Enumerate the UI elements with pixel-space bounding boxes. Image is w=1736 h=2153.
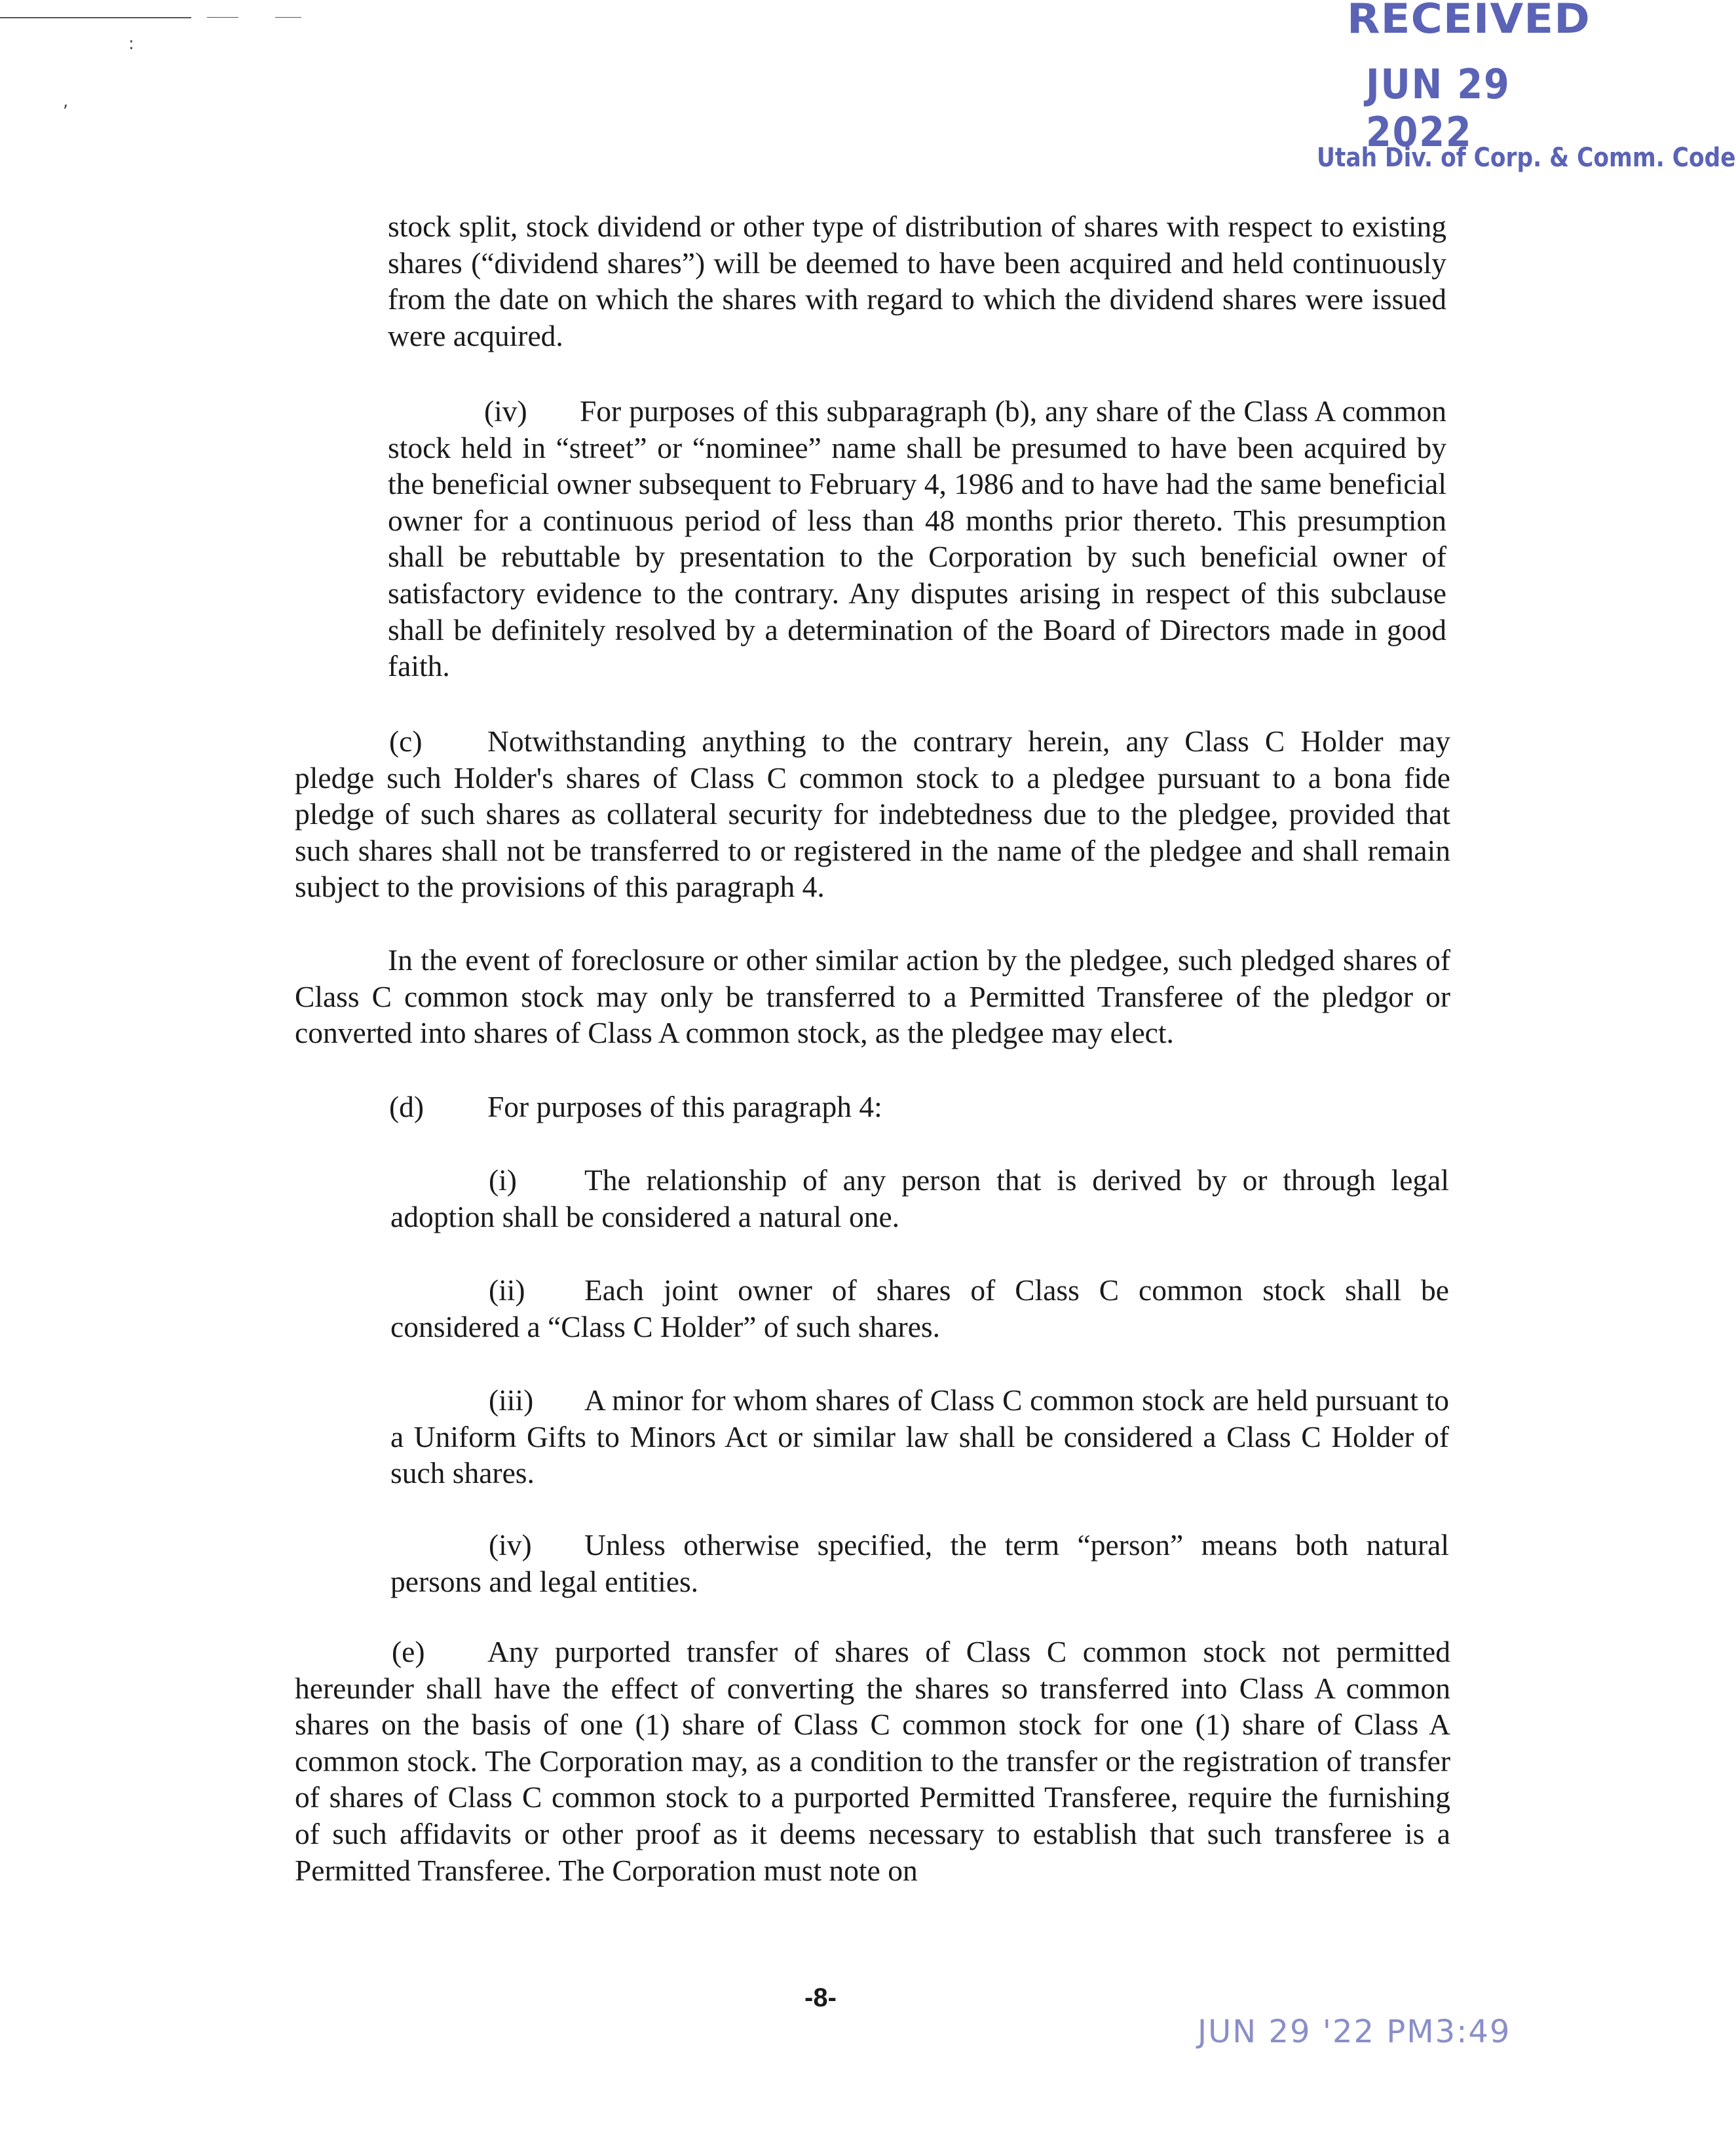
clause-label: (c) — [389, 724, 423, 758]
scan-artifact-dash — [275, 17, 301, 18]
scan-artifact-dot: : — [128, 34, 134, 54]
paragraph-continuation — [388, 208, 1446, 354]
paragraph-i-adoption — [390, 1162, 1449, 1235]
clause-label: (d) — [389, 1090, 425, 1123]
time-stamp: JUN 29 '22 PM3:49 — [1198, 2013, 1511, 2050]
scan-artifact-dash — [207, 17, 238, 18]
paragraph-text: Each joint owner of shares of Class C common stock shall be considered a “Class C Holder” of such shares. — [390, 1273, 1449, 1343]
clause-label: (iv) — [489, 1528, 532, 1562]
paragraph-text: In the event of foreclosure or other similar action by the pledgee, such pledged shares of Class C common stock may only be transferred to a Permitted Transferee of the pledgor or converted into shares of Class A common stock, as the pledgee may elect. — [295, 943, 1450, 1050]
scan-artifact-line — [0, 17, 191, 18]
paragraph-e-purported-transfer — [295, 1634, 1450, 1888]
page-number: -8- — [804, 1983, 837, 2012]
paragraph-iv-street-name — [388, 393, 1446, 684]
received-stamp-label: RECEIVED — [1347, 0, 1591, 43]
paragraph-text: A minor for whom shares of Class C common stock are held pursuant to a Uniform Gifts to Minors Act or similar law shall be considered a Class C Holder of such shares. — [390, 1383, 1449, 1490]
received-stamp-date: JUN 29 2022 — [1366, 60, 1511, 156]
paragraph-text: Unless otherwise specified, the term “person” means both natural persons and legal entities. — [390, 1528, 1449, 1598]
clause-label: (ii) — [489, 1273, 525, 1307]
paragraph-text: The relationship of any person that is derived by or through legal adoption shall be considered a natural one. — [390, 1163, 1449, 1233]
paragraph-text: stock split, stock dividend or other type of distribution of shares with respect to existing shares (“dividend shares”) will be deemed to have been acquired and held continuously from the date on which the shares with regard to which the dividend shares were issued were acquired. — [388, 210, 1446, 352]
paragraph-text: For purposes of this subparagraph (b), any share of the Class A common stock held in “street” or “nominee” name shall be presumed to have been acquired by the beneficial owner subsequent to February 4, 1986 and to have had the same beneficial owner for a continuous period of less than 48 months prior thereto. This presumption shall be rebuttable by presentation to the Corporation by such beneficial owner of satisfactory evidence to the contrary. Any disputes arising in respect of this subclause shall be definitely resolved by a determination of the Board of Directors made in good faith. — [388, 394, 1446, 683]
clause-label: (iv) — [484, 394, 527, 428]
paragraph-foreclosure — [295, 942, 1450, 1051]
paragraph-text: Notwithstanding anything to the contrary herein, any Class C Holder may pledge such Holder's shares of Class C common stock to a pledgee pursuant to a bona fide pledge of such shares as collateral security for indebtedness due to the pledgee, provided that such shares shall not be transferred to or registered in the name of the pledgee and shall remain subject to the provisions of this paragraph 4. — [295, 724, 1450, 904]
clause-label: (i) — [489, 1163, 517, 1197]
paragraph-ii-joint-owner — [390, 1272, 1449, 1345]
scan-artifact-dot: , — [63, 92, 69, 111]
paragraph-iv-person — [390, 1527, 1449, 1600]
paragraph-iii-minor — [390, 1382, 1449, 1491]
received-stamp-division: Utah Div. of Corp. & Comm. Code — [1317, 143, 1736, 173]
paragraph-text: Any purported transfer of shares of Class C common stock not permitted hereunder shall have the effect of converting the shares so transferred into Class A common shares on the basis of one (1) share of Class C common stock for one (1) share of Class A common stock. The Corporation may, as a condition to the transfer or the registration of transfer of shares of Class C common stock to a purported Permitted Transferee, require the furnishing of such affidavits or other proof as it deems necessary to establish that such transferee is a Permitted Transferee. The Corporation must note on — [295, 1635, 1450, 1887]
paragraph-text: For purposes of this paragraph 4: — [487, 1090, 882, 1123]
paragraph-c-pledge — [295, 723, 1450, 905]
paragraph-d-purposes — [295, 1089, 1450, 1125]
clause-label: (iii) — [489, 1383, 534, 1417]
clause-label: (e) — [392, 1635, 425, 1668]
